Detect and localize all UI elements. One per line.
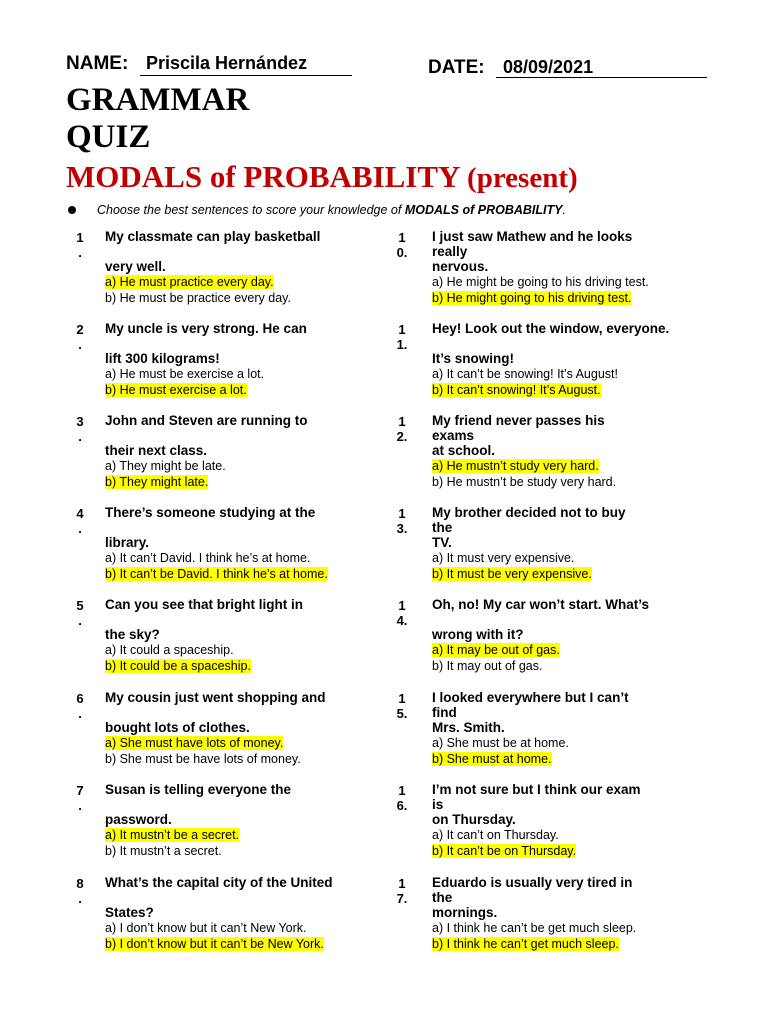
date-underline — [496, 77, 707, 78]
question-text-line-1: I’m not sure but I think our exam — [432, 782, 641, 797]
answer-option-a-text: a) I don’t know but it can’t New York. — [105, 921, 307, 935]
answer-option-b[interactable] — [432, 752, 552, 767]
answer-option-b-text: b) He must be practice every day. — [105, 291, 291, 305]
question-number-suffix: 6. — [396, 798, 408, 813]
question-number: 7 — [76, 783, 84, 798]
question-number: 4 — [76, 506, 84, 521]
answer-option-b[interactable] — [105, 567, 328, 582]
question-text-line-1: There’s someone studying at the — [105, 505, 316, 520]
name-label: NAME: — [66, 53, 129, 74]
instruction-bold: MODALS of PROBABILITY — [404, 203, 563, 217]
answer-option-a[interactable] — [105, 459, 226, 474]
answer-option-b-text: b) I don’t know but it can’t be New York. — [105, 937, 324, 951]
question-text-line-2: mornings. — [432, 905, 498, 920]
answer-option-a-text: a) He must be exercise a lot. — [105, 367, 265, 381]
answer-option-b[interactable] — [432, 383, 601, 398]
answer-option-b-text: b) I think he can’t get much sleep. — [432, 937, 619, 951]
answer-option-b[interactable] — [105, 659, 251, 674]
answer-option-a-text: a) He might be going to his driving test. — [432, 275, 649, 289]
question-number-suffix: . — [78, 521, 82, 536]
question-number: 1 — [398, 691, 406, 706]
question-number: 5 — [76, 598, 84, 613]
answer-option-a[interactable] — [432, 921, 636, 936]
answer-option-b[interactable] — [105, 291, 291, 306]
answer-option-a[interactable] — [105, 643, 234, 658]
answer-option-a-text: a) They might be late. — [105, 459, 226, 473]
answer-option-b-text: b) It mustn’t a secret. — [105, 844, 222, 858]
name-underline — [140, 75, 352, 76]
question-text-line-1: My friend never passes his — [432, 413, 605, 428]
question-number: 1 — [398, 414, 406, 429]
question-number: 2 — [76, 322, 84, 337]
answer-option-b[interactable] — [105, 383, 247, 398]
answer-option-b-text: b) It can’t be David. I think he’s at home. — [105, 567, 328, 581]
answer-option-a-text: a) She must be at home. — [432, 736, 569, 750]
answer-option-b-text: b) He mustn’t be study very hard. — [432, 475, 617, 489]
answer-option-b[interactable] — [432, 659, 542, 674]
question-text-line-1: Eduardo is usually very tired in — [432, 875, 633, 890]
answer-option-a[interactable] — [432, 459, 599, 474]
question-text-line-2: TV. — [432, 535, 452, 550]
question-text-line-1: Susan is telling everyone the — [105, 782, 292, 797]
question-number-suffix: 2. — [396, 429, 408, 444]
question-text-line-1: My brother decided not to buy — [432, 505, 626, 520]
answer-option-a[interactable] — [105, 736, 283, 751]
answer-option-a[interactable] — [432, 275, 649, 290]
question-number: 1 — [398, 322, 406, 337]
instruction-prefix: Choose the best sentences to score your knowledge of — [97, 203, 405, 217]
question-number: 1 — [398, 876, 406, 891]
name-value: Priscila Hernández — [146, 53, 308, 73]
question-text-line-1: I looked everywhere but I can’t — [432, 690, 629, 705]
answer-option-b[interactable] — [432, 475, 616, 490]
subtitle-paren: (present) — [467, 162, 578, 194]
question-text-line-1: My classmate can play basketball — [105, 229, 321, 244]
question-number: 1 — [398, 506, 406, 521]
question-text-line-1: I just saw Mathew and he looks — [432, 229, 633, 244]
answer-option-b[interactable] — [105, 937, 324, 952]
answer-option-b[interactable] — [105, 752, 301, 767]
question-number-suffix: . — [78, 245, 82, 260]
question-text-line-1b: the — [432, 520, 453, 535]
answer-option-b[interactable] — [432, 567, 592, 582]
answer-option-a[interactable] — [432, 643, 560, 658]
question-text-line-1b: find — [432, 705, 457, 720]
question-text-line-2: on Thursday. — [432, 812, 516, 827]
question-number: 3 — [76, 414, 84, 429]
answer-option-b-text: b) He must exercise a lot. — [105, 383, 247, 397]
instruction — [97, 203, 566, 217]
answer-option-a-text: a) I think he can’t be get much sleep. — [432, 921, 637, 935]
answer-option-b-text: b) She must at home. — [432, 752, 552, 766]
question-number-suffix: . — [78, 706, 82, 721]
question-number: 1 — [398, 783, 406, 798]
answer-option-b[interactable] — [105, 475, 208, 490]
answer-option-a-text: a) She must have lots of money. — [105, 736, 284, 750]
question-text-line-1b: really — [432, 244, 468, 259]
question-number-suffix: 1. — [396, 337, 408, 352]
question-text-line-2: at school. — [432, 443, 496, 458]
question-text-line-1b: is — [432, 797, 444, 812]
question-text-line-2: wrong with it? — [432, 627, 524, 642]
question-text-line-2: library. — [105, 535, 150, 550]
answer-option-a-text: a) It must very expensive. — [432, 551, 575, 565]
answer-option-b[interactable] — [432, 291, 631, 306]
answer-option-a[interactable] — [105, 367, 264, 382]
question-text-line-2: Mrs. Smith. — [432, 720, 505, 735]
question-number-suffix: 0. — [396, 245, 408, 260]
answer-option-a[interactable] — [432, 736, 569, 751]
question-text-line-2: very well. — [105, 259, 166, 274]
question-text-line-1: What’s the capital city of the United — [105, 875, 333, 890]
answer-option-b-text: b) It could be a spaceship. — [105, 659, 251, 673]
subtitle-main: MODALS of PROBABILITY — [66, 159, 460, 194]
question-text-line-2: password. — [105, 812, 172, 827]
question-text-line-1: My cousin just went shopping and — [105, 690, 326, 705]
question-number-suffix: . — [78, 613, 82, 628]
answer-option-b[interactable] — [432, 937, 619, 952]
instruction-suffix: . — [562, 203, 566, 217]
question-number-suffix: 7. — [396, 891, 408, 906]
question-number-suffix: . — [78, 429, 82, 444]
date-value: 08/09/2021 — [503, 57, 594, 77]
answer-option-b-text: b) It may out of gas. — [432, 659, 543, 673]
title-line-2: QUIZ — [66, 119, 151, 155]
question-number: 8 — [76, 876, 84, 891]
question-text-line-2: the sky? — [105, 627, 160, 642]
answer-option-b[interactable] — [105, 844, 222, 859]
question-text-line-1b: exams — [432, 428, 475, 443]
answer-option-a[interactable] — [432, 551, 574, 566]
question-number-suffix: 5. — [396, 706, 408, 721]
answer-option-a-text: a) It can’t David. I think he’s at home. — [105, 551, 311, 565]
question-number-suffix: . — [78, 798, 82, 813]
answer-option-a-text: a) He mustn’t study very hard. — [432, 459, 599, 473]
question-number: 1 — [398, 598, 406, 613]
answer-option-a[interactable] — [105, 828, 239, 843]
page-subtitle — [66, 159, 578, 195]
question-number: 1 — [76, 230, 84, 245]
answer-option-b-text: b) It can’t snowing! It’s August. — [432, 383, 601, 397]
question-number-suffix: . — [78, 337, 82, 352]
question-text-line-1b: the — [432, 890, 453, 905]
answer-option-a[interactable] — [105, 921, 307, 936]
answer-option-b-text: b) It must be very expensive. — [432, 567, 592, 581]
answer-option-b-text: b) They might late. — [105, 475, 209, 489]
answer-option-a-text: a) He must practice every day. — [105, 275, 274, 289]
answer-option-a-text: a) It mustn’t be a secret. — [105, 828, 240, 842]
answer-option-b-text: b) It can’t be on Thursday. — [432, 844, 577, 858]
question-text-line-2: It’s snowing! — [432, 351, 514, 366]
answer-option-a[interactable] — [432, 828, 559, 843]
answer-option-a[interactable] — [432, 367, 618, 382]
question-text-line-2: bought lots of clothes. — [105, 720, 250, 735]
question-number: 1 — [398, 230, 406, 245]
question-text-line-1: Oh, no! My car won’t start. What’s — [432, 597, 650, 612]
answer-option-a-text: a) It could a spaceship. — [105, 643, 234, 657]
answer-option-a[interactable] — [105, 551, 310, 566]
question-number-suffix: 4. — [396, 613, 408, 628]
question-text-line-2: nervous. — [432, 259, 489, 274]
title-line-1: GRAMMAR — [66, 82, 250, 118]
question-number: 6 — [76, 691, 84, 706]
answer-option-b-text: b) She must be have lots of money. — [105, 752, 301, 766]
answer-option-a[interactable] — [105, 275, 274, 290]
question-text-line-1: My uncle is very strong. He can — [105, 321, 307, 336]
answer-option-a-text: a) It can’t be snowing! It’s August! — [432, 367, 618, 381]
answer-option-a-text: a) It may be out of gas. — [432, 643, 560, 657]
question-text-line-2: their next class. — [105, 443, 208, 458]
answer-option-b[interactable] — [432, 844, 576, 859]
question-text-line-1: John and Steven are running to — [105, 413, 308, 428]
question-text-line-1: Hey! Look out the window, everyone. — [432, 321, 670, 336]
question-number-suffix: . — [78, 891, 82, 906]
question-text-line-2: lift 300 kilograms! — [105, 351, 220, 366]
question-text-line-1: Can you see that bright light in — [105, 597, 304, 612]
date-label: DATE: — [428, 57, 485, 78]
question-text-line-2: States? — [105, 905, 154, 920]
question-number-suffix: 3. — [396, 521, 408, 536]
answer-option-a-text: a) It can’t on Thursday. — [432, 828, 559, 842]
bullet-icon — [68, 206, 76, 214]
answer-option-b-text: b) He might going to his driving test. — [432, 291, 632, 305]
